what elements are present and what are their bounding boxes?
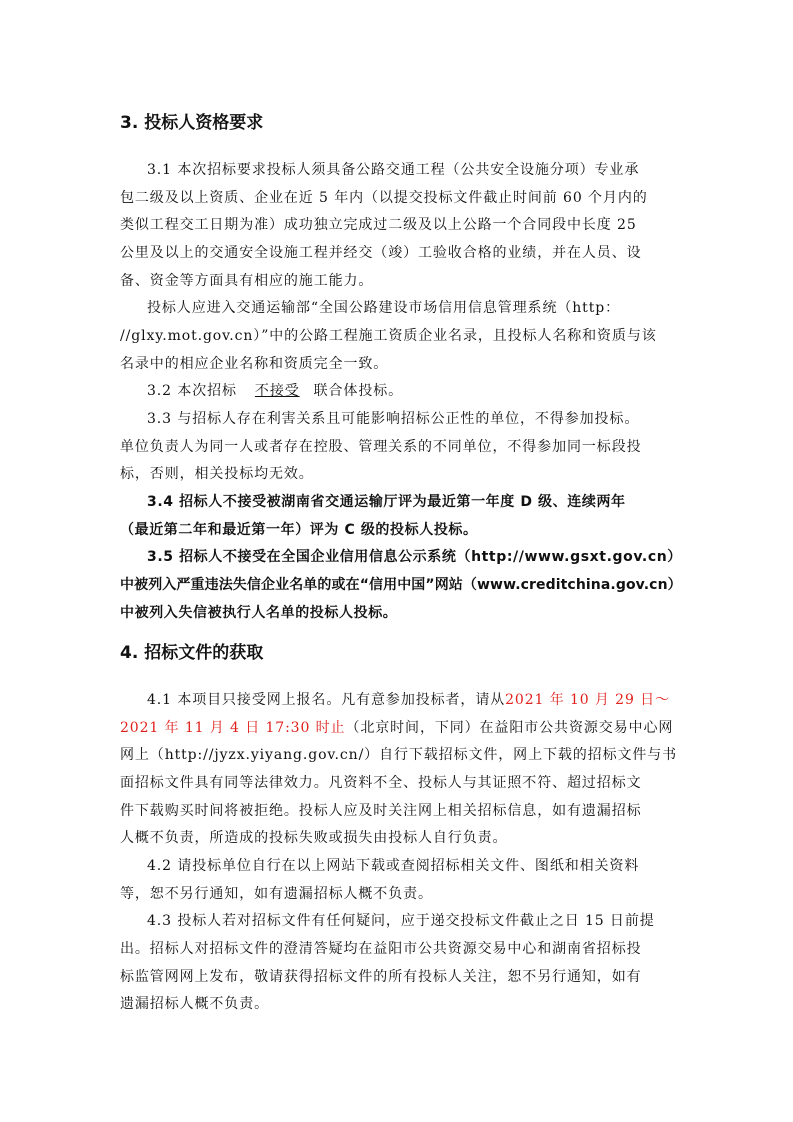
text-run: 3.3 与招标人存在利害关系且可能影响招标公正性的单位，不得参加投标。: [147, 411, 640, 427]
text-run: （北京时间，下同）在益阳市公共资源交易中心网: [345, 720, 674, 736]
text-run: 等，恕不另行通知，如有遗漏招标人概不负责。: [120, 886, 433, 902]
text-run: 3.5 招标人不接受在全国企业信用信息公示系统（http://www.gsxt.gov.cn）: [147, 549, 682, 565]
paragraph-line: [120, 520, 478, 540]
text-run: 单位负责人为同一人或者存在控股、管理关系的不同单位，不得参加同一标段投: [120, 439, 642, 455]
paragraph-line: [120, 464, 314, 484]
paragraph-line: [120, 884, 433, 904]
paragraph-line: [120, 326, 657, 346]
section-heading-3: 3. 投标人资格要求: [120, 113, 264, 133]
text-run: 3.1 本次招标要求投标人须具备公路交通工程（公共安全设施分项）专业承: [147, 162, 640, 178]
paragraph-line: [120, 801, 642, 821]
paragraph-line: [120, 437, 642, 457]
text-run: 4.2 请投标单位自行在以上网站下载或查阅招标相关文件、图纸和相关资料: [147, 858, 640, 874]
paragraph-line: [120, 243, 642, 263]
text-run: 包二级及以上资质、企业在近 5 年内（以提交投标文件截止时间前 60 个月内的: [120, 190, 648, 206]
paragraph-line: [147, 298, 620, 318]
text-run: 中被列入失信被执行人名单的投标人投标。: [120, 605, 398, 621]
text-run: 联合体投标。: [313, 383, 404, 399]
text-run: 遗漏招标人概不负责。: [120, 996, 269, 1012]
paragraph-line: [120, 354, 388, 374]
text-run: 公里及以上的交通安全设施工程并经交（竣）工验收合格的业绩，并在人员、设: [120, 245, 642, 261]
paragraph-line: [120, 603, 397, 623]
underlined-term: 不接受: [254, 383, 300, 399]
text-run: 标监管网网上发布，敬请获得招标文件的所有投标人关注，恕不另行通知，如有: [120, 969, 642, 985]
paragraph-line: [147, 409, 639, 429]
text-run: 3.4 招标人不接受被湖南省交通运输厅评为最近第一年度 D 级、连续两年: [147, 494, 626, 510]
paragraph-line: [120, 575, 682, 595]
paragraph-line: [120, 271, 373, 291]
text-run: //glxy.mot.gov.cn）”中的公路工程施工资质企业名录，且投标人名称和资质与该: [120, 328, 657, 344]
paragraph-line: [147, 381, 403, 401]
text-run: 4.1 本项目只接受网上报名。凡有意参加投标者，请从: [147, 692, 506, 708]
paragraph-line: [120, 967, 642, 987]
paragraph-line: [147, 911, 655, 931]
text-run: 中被列入严重违法失信企业名单的或在“信用中国”网站（www.creditchina.gov.cn）: [120, 577, 682, 593]
paragraph-line: [147, 547, 682, 567]
paragraph-line: [120, 188, 648, 208]
text-run: 类似工程交工日期为准）成功独立完成过二级及以上公路一个合同段中长度 25: [120, 217, 637, 233]
text-run: 出。招标人对招标文件的澄清答疑均在益阳市公共资源交易中心和湖南省招标投: [120, 941, 642, 957]
text-run: 投标人应进入交通运输部“全国公路建设市场信用信息管理系统（http：: [147, 300, 620, 316]
section-heading-4: 4. 招标文件的获取: [120, 643, 264, 663]
text-run: 网上（http://jyzx.yiyang.gov.cn/）自行下载招标文件，网上下载的招标文件与书: [120, 747, 678, 763]
text-run: 4.3 投标人若对招标文件有任何疑问，应于递交投标文件截止之日 15 日前提: [147, 913, 655, 929]
text-run: 标，否则，相关投标均无效。: [120, 466, 314, 482]
text-run: 3.2 本次招标: [147, 383, 237, 399]
paragraph-line: [120, 994, 269, 1014]
paragraph-line: [120, 828, 507, 848]
paragraph-line: [147, 690, 670, 710]
paragraph-line: [147, 160, 639, 180]
paragraph-line: [120, 718, 673, 738]
text-run: 人概不负责，所造成的投标失败或损失由投标人自行负责。: [120, 830, 508, 846]
text-run: 名录中的相应企业名称和资质完全一致。: [120, 356, 389, 372]
paragraph-line: [120, 745, 677, 765]
paragraph-line: [120, 773, 642, 793]
deadline-highlight: 2021 年 11 月 4 日 17:30 时止: [120, 720, 346, 736]
text-run: 面招标文件具有同等法律效力。凡资料不全、投标人与其证照不符、超过招标文: [120, 775, 642, 791]
text-run: （最近第二年和最近第一年）评为 C 级的投标人投标。: [120, 522, 478, 538]
text-run: 件下载购买时间将被拒绝。投标人应及时关注网上相关招标信息，如有遗漏招标: [120, 803, 642, 819]
paragraph-line: [120, 215, 637, 235]
paragraph-line: [147, 856, 639, 876]
paragraph-line: [120, 939, 642, 959]
text-run: 备、资金等方面具有相应的施工能力。: [120, 273, 374, 289]
paragraph-line: [147, 492, 626, 512]
deadline-highlight: 2021 年 10 月 29 日～: [505, 692, 670, 708]
